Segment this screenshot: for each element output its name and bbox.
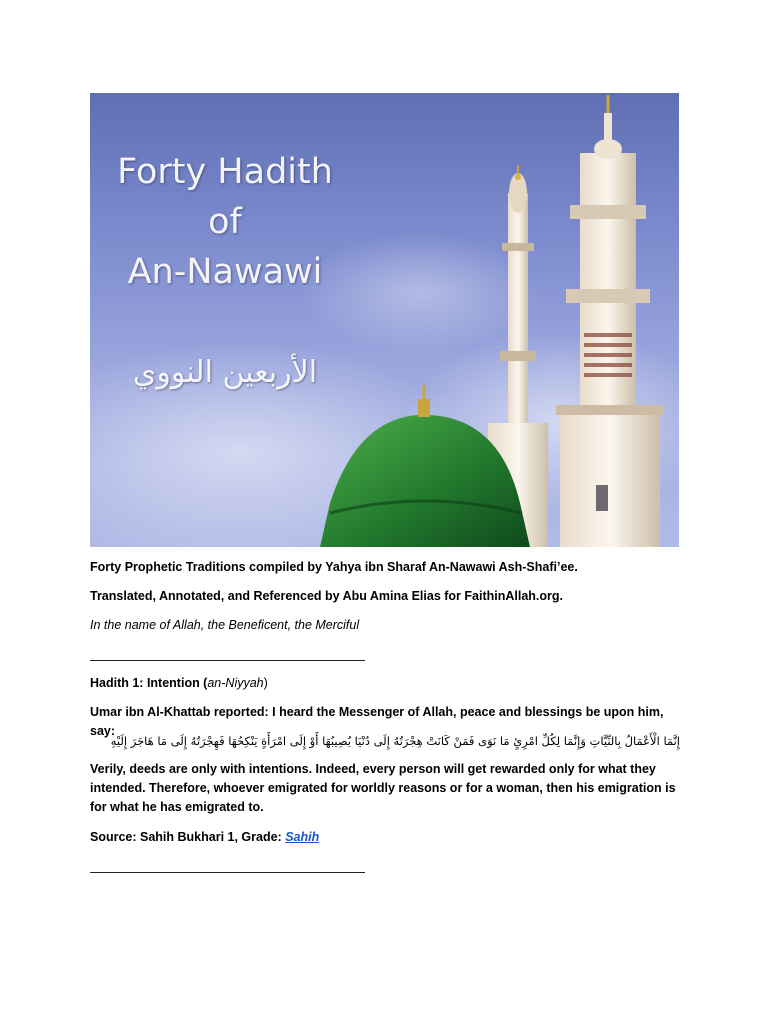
hadith-narration: Umar ibn Al-Khattab reported: I heard the Messenger of Allah, peace and blessings be upon him, say:: [90, 705, 664, 738]
divider: [90, 872, 365, 873]
grade-link[interactable]: Sahih: [285, 830, 320, 844]
hadith-translation-line-2: intended. Therefore, whoever emigrated for worldly reasons or for a woman, then his emigration is: [90, 781, 676, 795]
hadith-source: [90, 828, 680, 847]
cover-title-line-3: An-Nawawi: [127, 252, 323, 292]
hadith-heading-label: Hadith 1: Intention (: [90, 676, 208, 690]
cover-arabic-title: الأربعين النووي: [132, 355, 318, 390]
hadith-translation-line-3: for what he has emigrated to.: [90, 800, 264, 814]
compiled-by-line: Forty Prophetic Traditions compiled by Yahya ibn Sharaf An-Nawawi Ash-Shafi’ee.: [90, 560, 578, 574]
hadith-arabic-text: إِنَّمَا الْأَعْمَالُ بِالنِّيَّاتِ وَإِنَّمَا لِكُلِّ امْرِئٍ مَا نَوَى فَمَنْ كَانَتْ هِجْرَتُهُ إِلَى دُنْيَا يُصِيبُهَا أَوْ إِلَى امْرَأَةٍ يَنْكِحُهَا فَهِجْرَتُهُ إِلَى مَا هَاجَرَ إِلَيْهِ: [110, 734, 680, 748]
translated-by-line: Translated, Annotated, and Referenced by Abu Amina Elias for FaithinAllah.org.: [90, 589, 563, 603]
hadith-source-label: Source: Sahih Bukhari 1, Grade:: [90, 830, 286, 844]
hadith-heading-close: ): [263, 676, 268, 690]
basmala-line: In the name of Allah, the Beneficent, the Merciful: [90, 618, 360, 632]
cover-title-line-1: Forty Hadith: [117, 152, 333, 192]
hadith-heading-term: an-Niyyah: [207, 676, 264, 690]
divider: [90, 660, 365, 661]
hadith-translation-line-1: Verily, deeds are only with intentions. Indeed, every person will get rewarded only for what they: [90, 762, 656, 776]
cover-title: [90, 147, 360, 297]
hadith-heading: [90, 674, 680, 693]
cover-image: [90, 93, 679, 547]
cover-title-line-2: of: [208, 202, 242, 242]
